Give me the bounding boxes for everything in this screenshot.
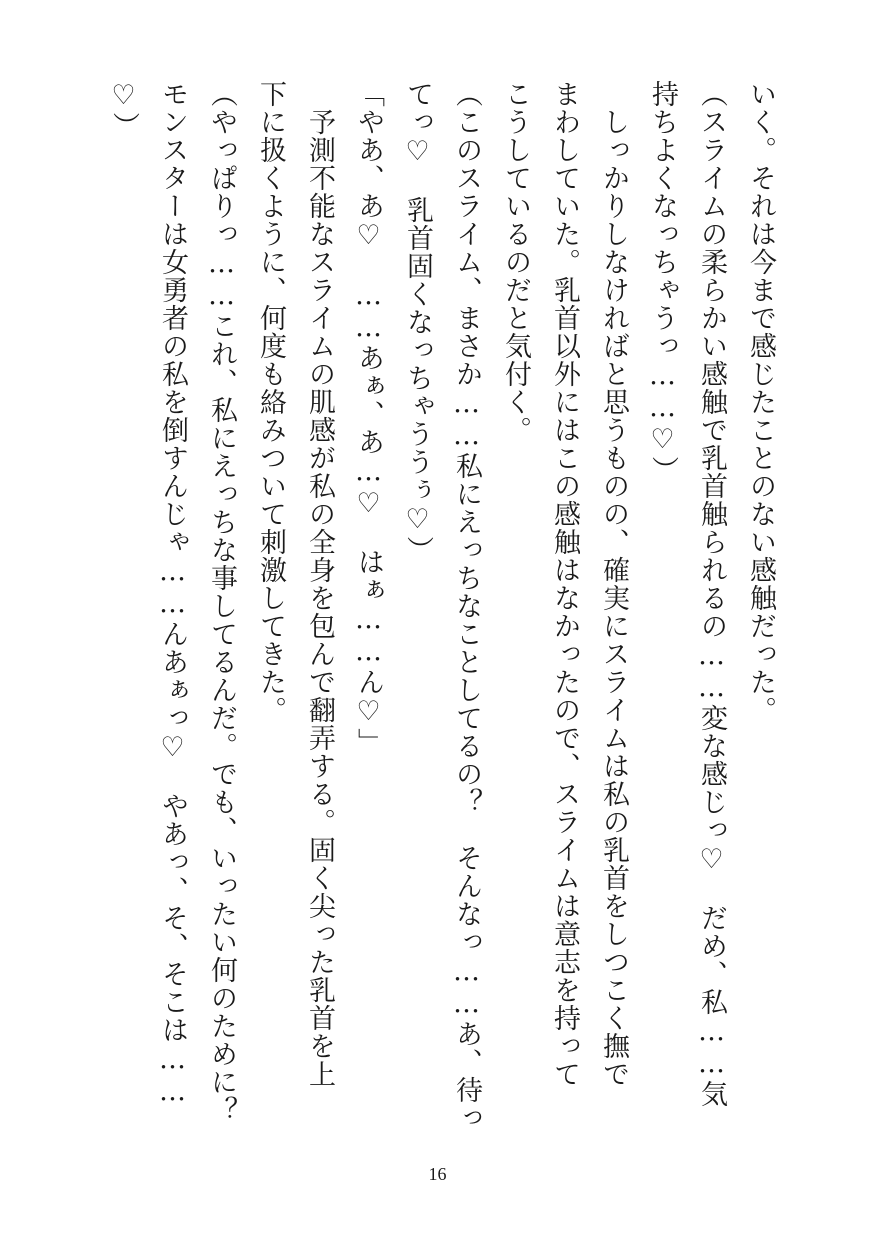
text-line: （やっぱりっ……これ、私にえっちな事してるんだ。でも、いったい何のために？: [206, 80, 237, 1124]
text-line: まわしていた。乳首以外にはこの感触はなかったので、スライムは意志を持って: [549, 80, 580, 1088]
text-line: （このスライム、まさか……私にえっちなことしてるの？ そんなっ……あ、待っ: [451, 80, 482, 1132]
text-line: ♡）: [108, 80, 139, 140]
text-line: 予測不能なスライムの肌感が私の全身を包んで翻弄する。固く尖った乳首を上: [304, 80, 335, 1088]
text-line: てっ♡ 乳首固くなっちゃううぅ♡）: [402, 80, 433, 564]
text-line: 「やあ、あ♡ ……あぁ、あ…♡ はぁ……ん♡」: [353, 80, 384, 756]
text-line: しっかりしなければと思うものの、確実にスライムは私の乳首をしつこく撫で: [598, 80, 629, 1088]
body-text: [65, 80, 785, 1140]
text-line: 持ちよくなっちゃうっ……♡）: [647, 80, 678, 484]
text-line: 下に扱くように、何度も絡みついて刺激してきた。: [255, 80, 286, 724]
page-number: 16: [428, 1164, 447, 1184]
text-line: こうしているのだと気付く。: [500, 80, 531, 444]
text-line: モンスターは女勇者の私を倒すんじゃ……んあぁっ♡ やあっ、そ、そこは……: [157, 80, 188, 1108]
text-line: いく。それは今まで感じたことのない感触だった。: [745, 80, 776, 724]
text-line: （スライムの柔らかい感触で乳首触られるの……変な感じっ♡ だめ、私……気: [696, 80, 727, 1108]
